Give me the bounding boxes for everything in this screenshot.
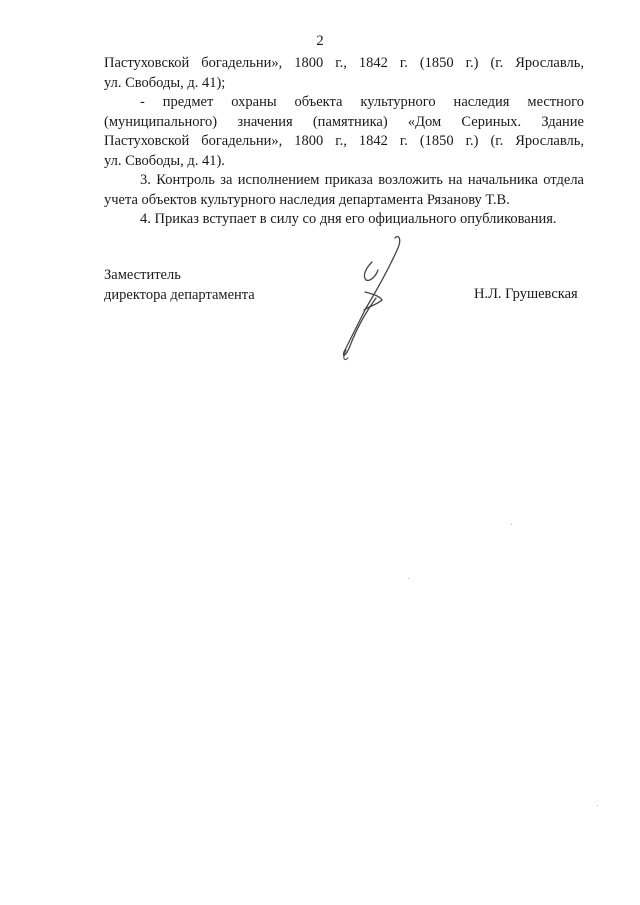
text-line: (муниципального) значения (памятника) «Дом Сериных. Здание bbox=[104, 113, 584, 130]
signatory-position bbox=[104, 266, 255, 305]
scan-speck bbox=[597, 805, 598, 806]
text-line: ул. Свободы, д. 41); bbox=[104, 74, 226, 91]
handwritten-signature bbox=[332, 232, 412, 364]
signatory-position-line2: директора департамента bbox=[104, 286, 255, 303]
page-number: 2 bbox=[316, 33, 324, 49]
signatory-position-line1: Заместитель bbox=[104, 267, 181, 283]
text-line: 4. Приказ вступает в силу со дня его официального опубликования. bbox=[140, 211, 557, 227]
text-line: Пастуховской богадельни», 1800 г., 1842 г. (1850 г.) (г. Ярославль, bbox=[104, 133, 584, 149]
text-line: 3. Контроль за исполнением приказа возложить на начальника отдела bbox=[140, 172, 584, 188]
text-line: учета объектов культурного наследия департамента Рязанову Т.В. bbox=[104, 191, 510, 208]
scan-speck bbox=[511, 524, 512, 525]
signatory-name: Н.Л. Грушевская bbox=[474, 286, 578, 302]
text-line: Пастуховской богадельни», 1800 г., 1842 г. (1850 г.) (г. Ярославль, bbox=[104, 55, 584, 71]
order-text bbox=[104, 54, 584, 230]
scan-speck bbox=[408, 578, 409, 579]
text-line: - предмет охраны объекта культурного наследия местного bbox=[140, 94, 584, 110]
text-line: ул. Свободы, д. 41). bbox=[104, 152, 225, 169]
